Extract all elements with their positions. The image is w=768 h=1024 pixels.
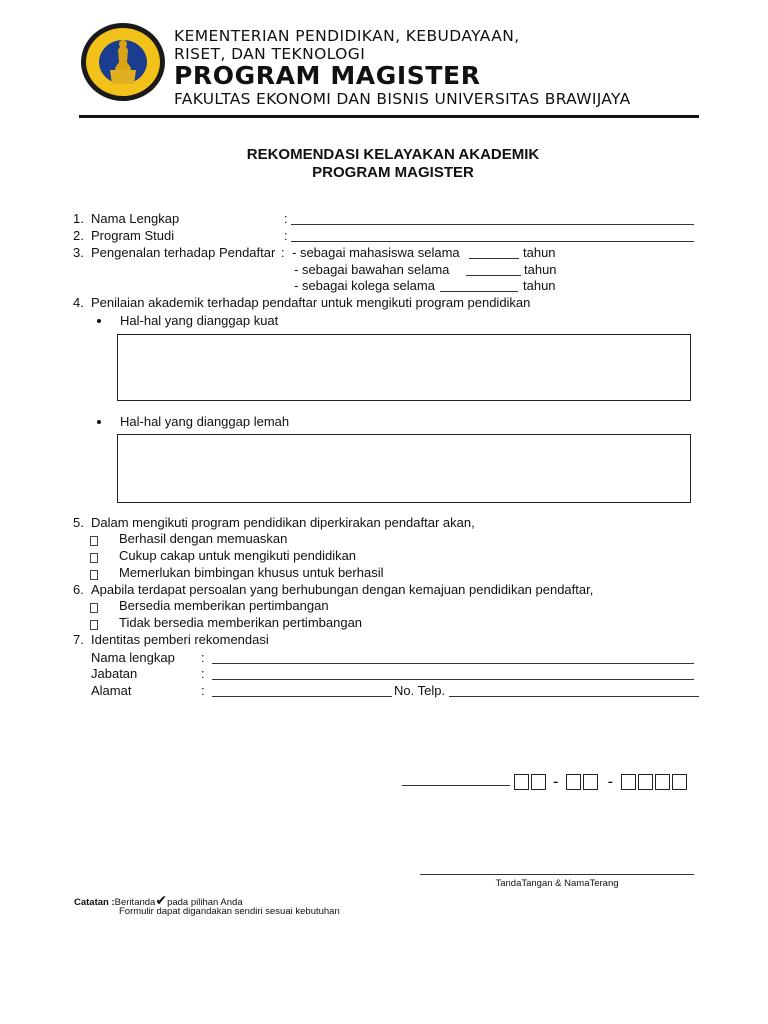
form-title-line-2: PROGRAM MAGISTER: [312, 164, 474, 181]
item-6-number: 6.: [73, 582, 84, 597]
ministry-line-2: RISET, DAN TEKNOLOGI: [174, 45, 366, 63]
recommender-phone-label: No. Telp.: [394, 683, 446, 698]
item-3-number: 3.: [73, 245, 84, 260]
weaknesses-textarea[interactable]: [117, 434, 691, 503]
recommender-name-label: Nama lengkap: [91, 650, 175, 665]
signature-line[interactable]: [420, 874, 694, 875]
date-box[interactable]: [566, 774, 581, 790]
faculty-name: FAKULTAS EKONOMI DAN BISNIS UNIVERSITAS BRAWIJAYA: [174, 90, 631, 108]
date-box[interactable]: [583, 774, 598, 790]
strengths-textarea[interactable]: [117, 334, 691, 401]
recommender-position-label: Jabatan: [91, 666, 138, 681]
check-icon: ✔: [155, 893, 168, 909]
item-5-text: Dalam mengikuti program pendidikan diperkirakan pendaftar akan,: [91, 515, 475, 530]
ministry-line-1: KEMENTERIAN PENDIDIKAN, KEBUDAYAAN,: [174, 27, 520, 45]
prediction-option-1: Berhasil dengan memuaskan: [119, 531, 288, 546]
recommender-position-input[interactable]: [212, 679, 694, 680]
program-heading: PROGRAM MAGISTER: [174, 61, 481, 90]
item-2-number: 2.: [73, 228, 84, 243]
notes-text-a: Beritanda: [114, 897, 156, 908]
consideration-option-1: Bersedia memberikan pertimbangan: [119, 598, 329, 613]
weaknesses-label: Hal-hal yang dianggap lemah: [120, 414, 290, 429]
prediction-option-3: Memerlukan bimbingan khusus untuk berhasil: [119, 565, 384, 580]
item-1-label: Nama Lengkap: [91, 211, 180, 226]
relation-colleague-label: - sebagai kolega selama: [294, 278, 435, 293]
bullet-icon: [97, 420, 101, 424]
strengths-label: Hal-hal yang dianggap kuat: [120, 313, 279, 328]
date-separator: -: [552, 772, 559, 791]
notes-line-2: Formulir dapat digandakan sendiri sesuai kebutuhan: [119, 906, 340, 917]
date-box[interactable]: [655, 774, 670, 790]
recommender-address-colon: :: [201, 683, 205, 698]
notes-label: Catatan :: [74, 897, 115, 908]
signature-caption: TandaTangan & NamaTerang: [495, 878, 619, 889]
item-6-text: Apabila terdapat persoalan yang berhubungan dengan kemajuan pendidikan pendaftar,: [91, 582, 594, 597]
checkbox-icon[interactable]: [90, 603, 98, 613]
checkbox-icon[interactable]: [90, 536, 98, 546]
item-2-colon: :: [284, 228, 288, 243]
bullet-icon: [97, 319, 101, 323]
item-3-colon: :: [281, 245, 285, 260]
date-box[interactable]: [672, 774, 687, 790]
item-2-label: Program Studi: [91, 228, 175, 243]
date-box[interactable]: [638, 774, 653, 790]
full-name-input[interactable]: [291, 224, 694, 225]
item-4-text: Penilaian akademik terhadap pendaftar untuk mengikuti program pendidikan: [91, 295, 531, 310]
date-place-input[interactable]: [402, 774, 510, 786]
recommender-phone-input[interactable]: [449, 696, 699, 697]
prediction-option-2: Cukup cakap untuk mengikuti pendidikan: [119, 548, 357, 563]
item-7-number: 7.: [73, 632, 84, 647]
header-divider: [79, 115, 699, 118]
relation-subordinate-years-input[interactable]: [466, 275, 521, 276]
item-1-number: 1.: [73, 211, 84, 226]
relation-student-label: - sebagai mahasiswa selama: [292, 245, 460, 260]
relation-subordinate-label: - sebagai bawahan selama: [294, 262, 450, 277]
date-box[interactable]: [531, 774, 546, 790]
checkbox-icon[interactable]: [90, 620, 98, 630]
checkbox-icon[interactable]: [90, 570, 98, 580]
recommender-name-input[interactable]: [212, 663, 694, 664]
date-box[interactable]: [514, 774, 529, 790]
recommender-name-colon: :: [201, 650, 205, 665]
date-separator: -: [607, 772, 614, 791]
consideration-option-2: Tidak bersedia memberikan pertimbangan: [119, 615, 363, 630]
date-box[interactable]: [621, 774, 636, 790]
study-program-input[interactable]: [291, 241, 694, 242]
recommender-position-colon: :: [201, 666, 205, 681]
relation-student-unit: tahun: [523, 245, 556, 260]
item-1-colon: :: [284, 211, 288, 226]
checkbox-icon[interactable]: [90, 553, 98, 563]
relation-colleague-years-input[interactable]: [440, 291, 518, 292]
item-3-label: Pengenalan terhadap Pendaftar: [91, 245, 276, 260]
relation-subordinate-unit: tahun: [524, 262, 557, 277]
date-field[interactable]: [402, 772, 689, 790]
university-logo: [80, 22, 166, 102]
recommender-address-input[interactable]: [212, 696, 392, 697]
notes-text-b: pada pilihan Anda: [167, 897, 243, 908]
form-title-line-1: REKOMENDASI KELAYAKAN AKADEMIK: [246, 146, 540, 163]
item-4-number: 4.: [73, 295, 84, 310]
item-7-text: Identitas pemberi rekomendasi: [91, 632, 269, 647]
recommender-address-label: Alamat: [91, 683, 132, 698]
item-5-number: 5.: [73, 515, 84, 530]
relation-student-years-input[interactable]: [469, 258, 519, 259]
relation-colleague-unit: tahun: [523, 278, 556, 293]
